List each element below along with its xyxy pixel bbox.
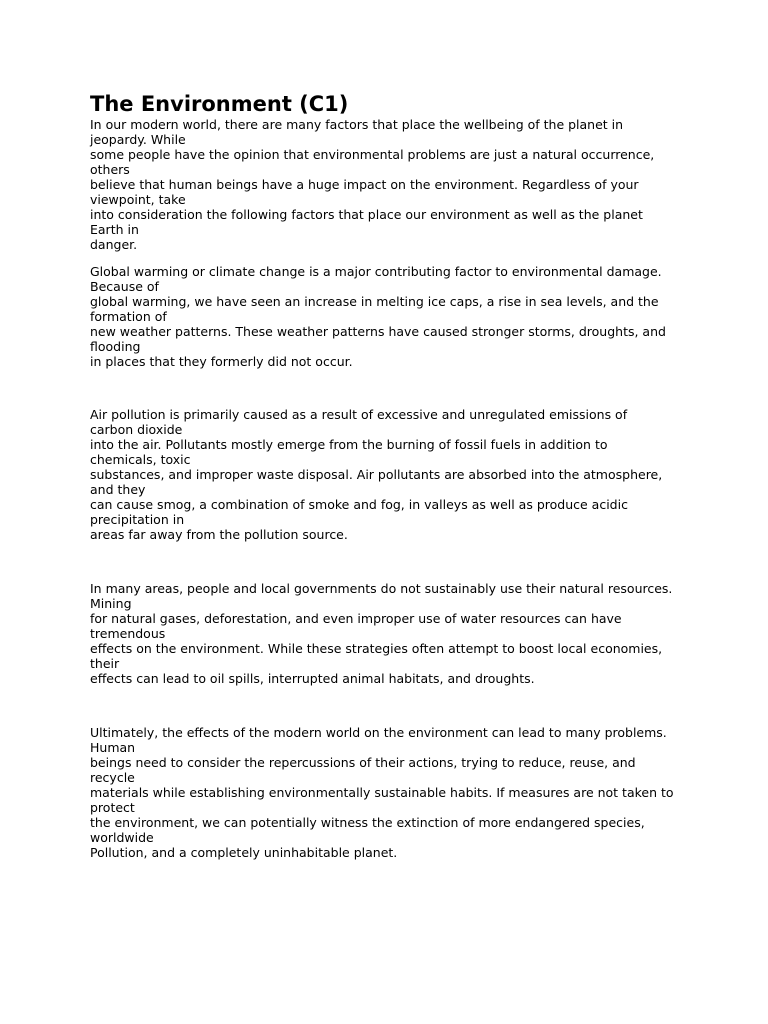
paragraph-line: effects on the environment. While these strategies often attempt to boost local economies, (90, 641, 663, 656)
paragraph-line: Global warming or climate change is a major contributing factor to environmental damage. (90, 264, 662, 279)
paragraph-line: global warming, we have seen an increase in melting ice caps, a rise in sea levels, and the (90, 294, 659, 309)
paragraph-line: Because of (90, 279, 159, 294)
paragraph-line: precipitation in (90, 512, 185, 527)
paragraph-line: into consideration the following factors that place our environment as well as the planet (90, 207, 643, 222)
paragraph-line: Human (90, 740, 136, 755)
paragraph-line: worldwide (90, 830, 154, 845)
document-title: The Environment (C1) (90, 92, 349, 116)
paragraph-line: into the air. Pollutants mostly emerge from the burning of fossil fuels in addition to (90, 437, 608, 452)
paragraph-line: some people have the opinion that environmental problems are just a natural occurrence, (90, 147, 655, 162)
paragraph-natural-resources (90, 581, 730, 686)
paragraph-line: materials while establishing environmentally sustainable habits. If measures are not taken to (90, 785, 674, 800)
paragraph-line: in places that they formerly did not occur. (90, 354, 353, 369)
paragraph-line: viewpoint, take (90, 192, 186, 207)
paragraph-conclusion (90, 725, 730, 860)
paragraph-line: Earth in (90, 222, 139, 237)
paragraph-introduction (90, 117, 730, 252)
paragraph-line: protect (90, 800, 135, 815)
paragraph-line: danger. (90, 237, 138, 252)
paragraph-line: formation of (90, 309, 167, 324)
paragraph-line: others (90, 162, 130, 177)
paragraph-line: flooding (90, 339, 141, 354)
paragraph-line: chemicals, toxic (90, 452, 191, 467)
paragraph-line: the environment, we can potentially witness the extinction of more endangered species, (90, 815, 645, 830)
paragraph-line: effects can lead to oil spills, interrupted animal habitats, and droughts. (90, 671, 535, 686)
paragraph-line: and they (90, 482, 146, 497)
paragraph-line: tremendous (90, 626, 166, 641)
paragraph-line: In our modern world, there are many factors that place the wellbeing of the planet in (90, 117, 624, 132)
paragraph-line: beings need to consider the repercussions of their actions, trying to reduce, reuse, and (90, 755, 636, 770)
paragraph-line: believe that human beings have a huge impact on the environment. Regardless of your (90, 177, 639, 192)
paragraph-line: Ultimately, the effects of the modern world on the environment can lead to many problems. (90, 725, 667, 740)
paragraph-line: Air pollution is primarily caused as a result of excessive and unregulated emissions of (90, 407, 628, 422)
paragraph-line: areas far away from the pollution source. (90, 527, 348, 542)
paragraph-line: their (90, 656, 120, 671)
paragraph-line: recycle (90, 770, 135, 785)
paragraph-line: substances, and improper waste disposal. Air pollutants are absorbed into the atmosphere, (90, 467, 663, 482)
paragraph-line: jeopardy. While (90, 132, 186, 147)
paragraph-line: Pollution, and a completely uninhabitable planet. (90, 845, 398, 860)
paragraph-line: for natural gases, deforestation, and even improper use of water resources can have (90, 611, 622, 626)
paragraph-line: Mining (90, 596, 132, 611)
paragraph-line: In many areas, people and local governments do not sustainably use their natural resources. (90, 581, 673, 596)
paragraph-line: can cause smog, a combination of smoke and fog, in valleys as well as produce acidic (90, 497, 628, 512)
paragraph-global-warming (90, 264, 730, 369)
paragraph-line: new weather patterns. These weather patterns have caused stronger storms, droughts, and (90, 324, 666, 339)
paragraph-line: carbon dioxide (90, 422, 183, 437)
paragraph-air-pollution (90, 407, 730, 542)
